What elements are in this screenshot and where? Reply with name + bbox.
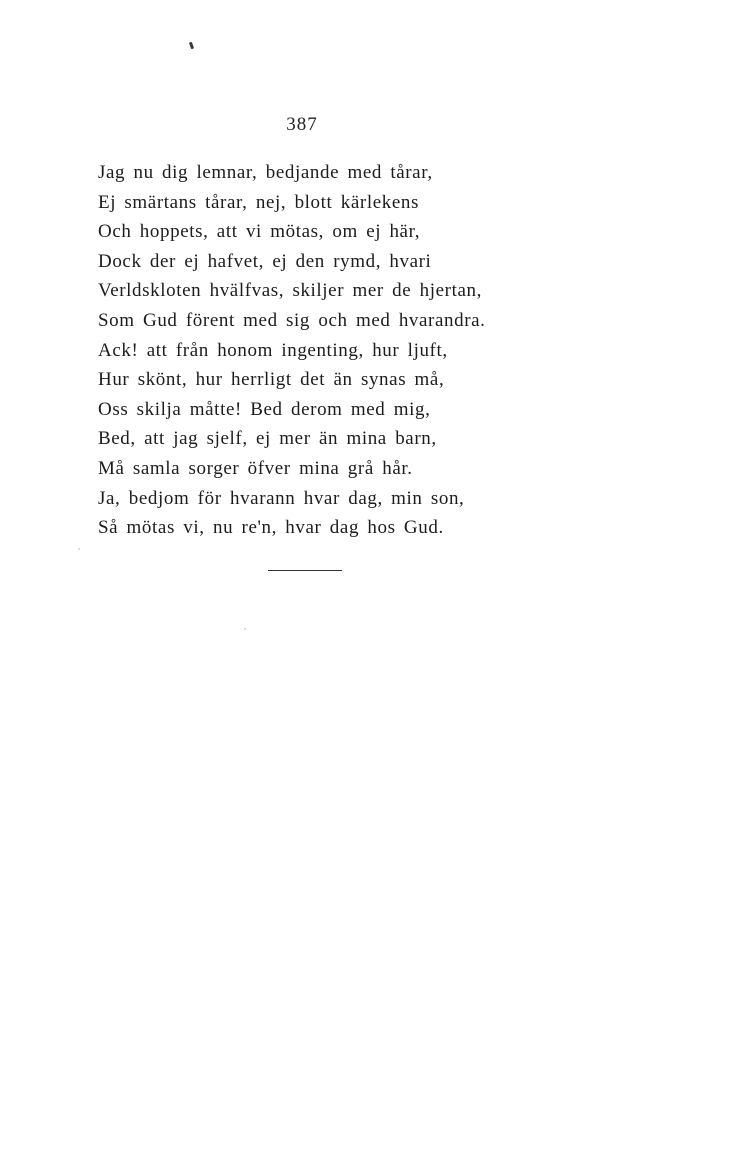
poem-line: Och hoppets, att vi mötas, om ej här, bbox=[98, 221, 421, 243]
poem-line: Ack! att från honom ingenting, hur ljuft, bbox=[98, 339, 448, 361]
page-number: 387 bbox=[286, 114, 318, 135]
poem-line: Så mötas vi, nu re'n, hvar dag hos Gud. bbox=[98, 517, 444, 539]
poem-line: Må samla sorger öfver mina grå hår. bbox=[98, 457, 413, 479]
poem-line: Oss skilja måtte! Bed derom med mig, bbox=[98, 398, 431, 420]
poem-line: Jag nu dig lemnar, bedjande med tårar, bbox=[98, 162, 433, 183]
paper-speck bbox=[244, 628, 246, 630]
poem-text bbox=[98, 158, 486, 543]
poem-line: Som Gud förent med sig och med hvarandra. bbox=[98, 309, 486, 331]
section-end-rule bbox=[268, 570, 342, 571]
poem-line: Bed, att jag sjelf, ej mer än mina barn, bbox=[98, 428, 437, 450]
paper-speck bbox=[78, 548, 80, 550]
poem-line: Verldskloten hvälfvas, skiljer mer de hjertan, bbox=[98, 280, 482, 302]
poem-line: Ja, bedjom för hvarann hvar dag, min son, bbox=[98, 487, 465, 509]
poem-line: Ej smärtans tårar, nej, blott kärlekens bbox=[98, 191, 419, 213]
poem-line: Dock der ej hafvet, ej den rymd, hvari bbox=[98, 250, 432, 272]
poem-line: Hur skönt, hur herrligt det än synas må, bbox=[98, 369, 445, 391]
ink-speck bbox=[189, 42, 194, 50]
